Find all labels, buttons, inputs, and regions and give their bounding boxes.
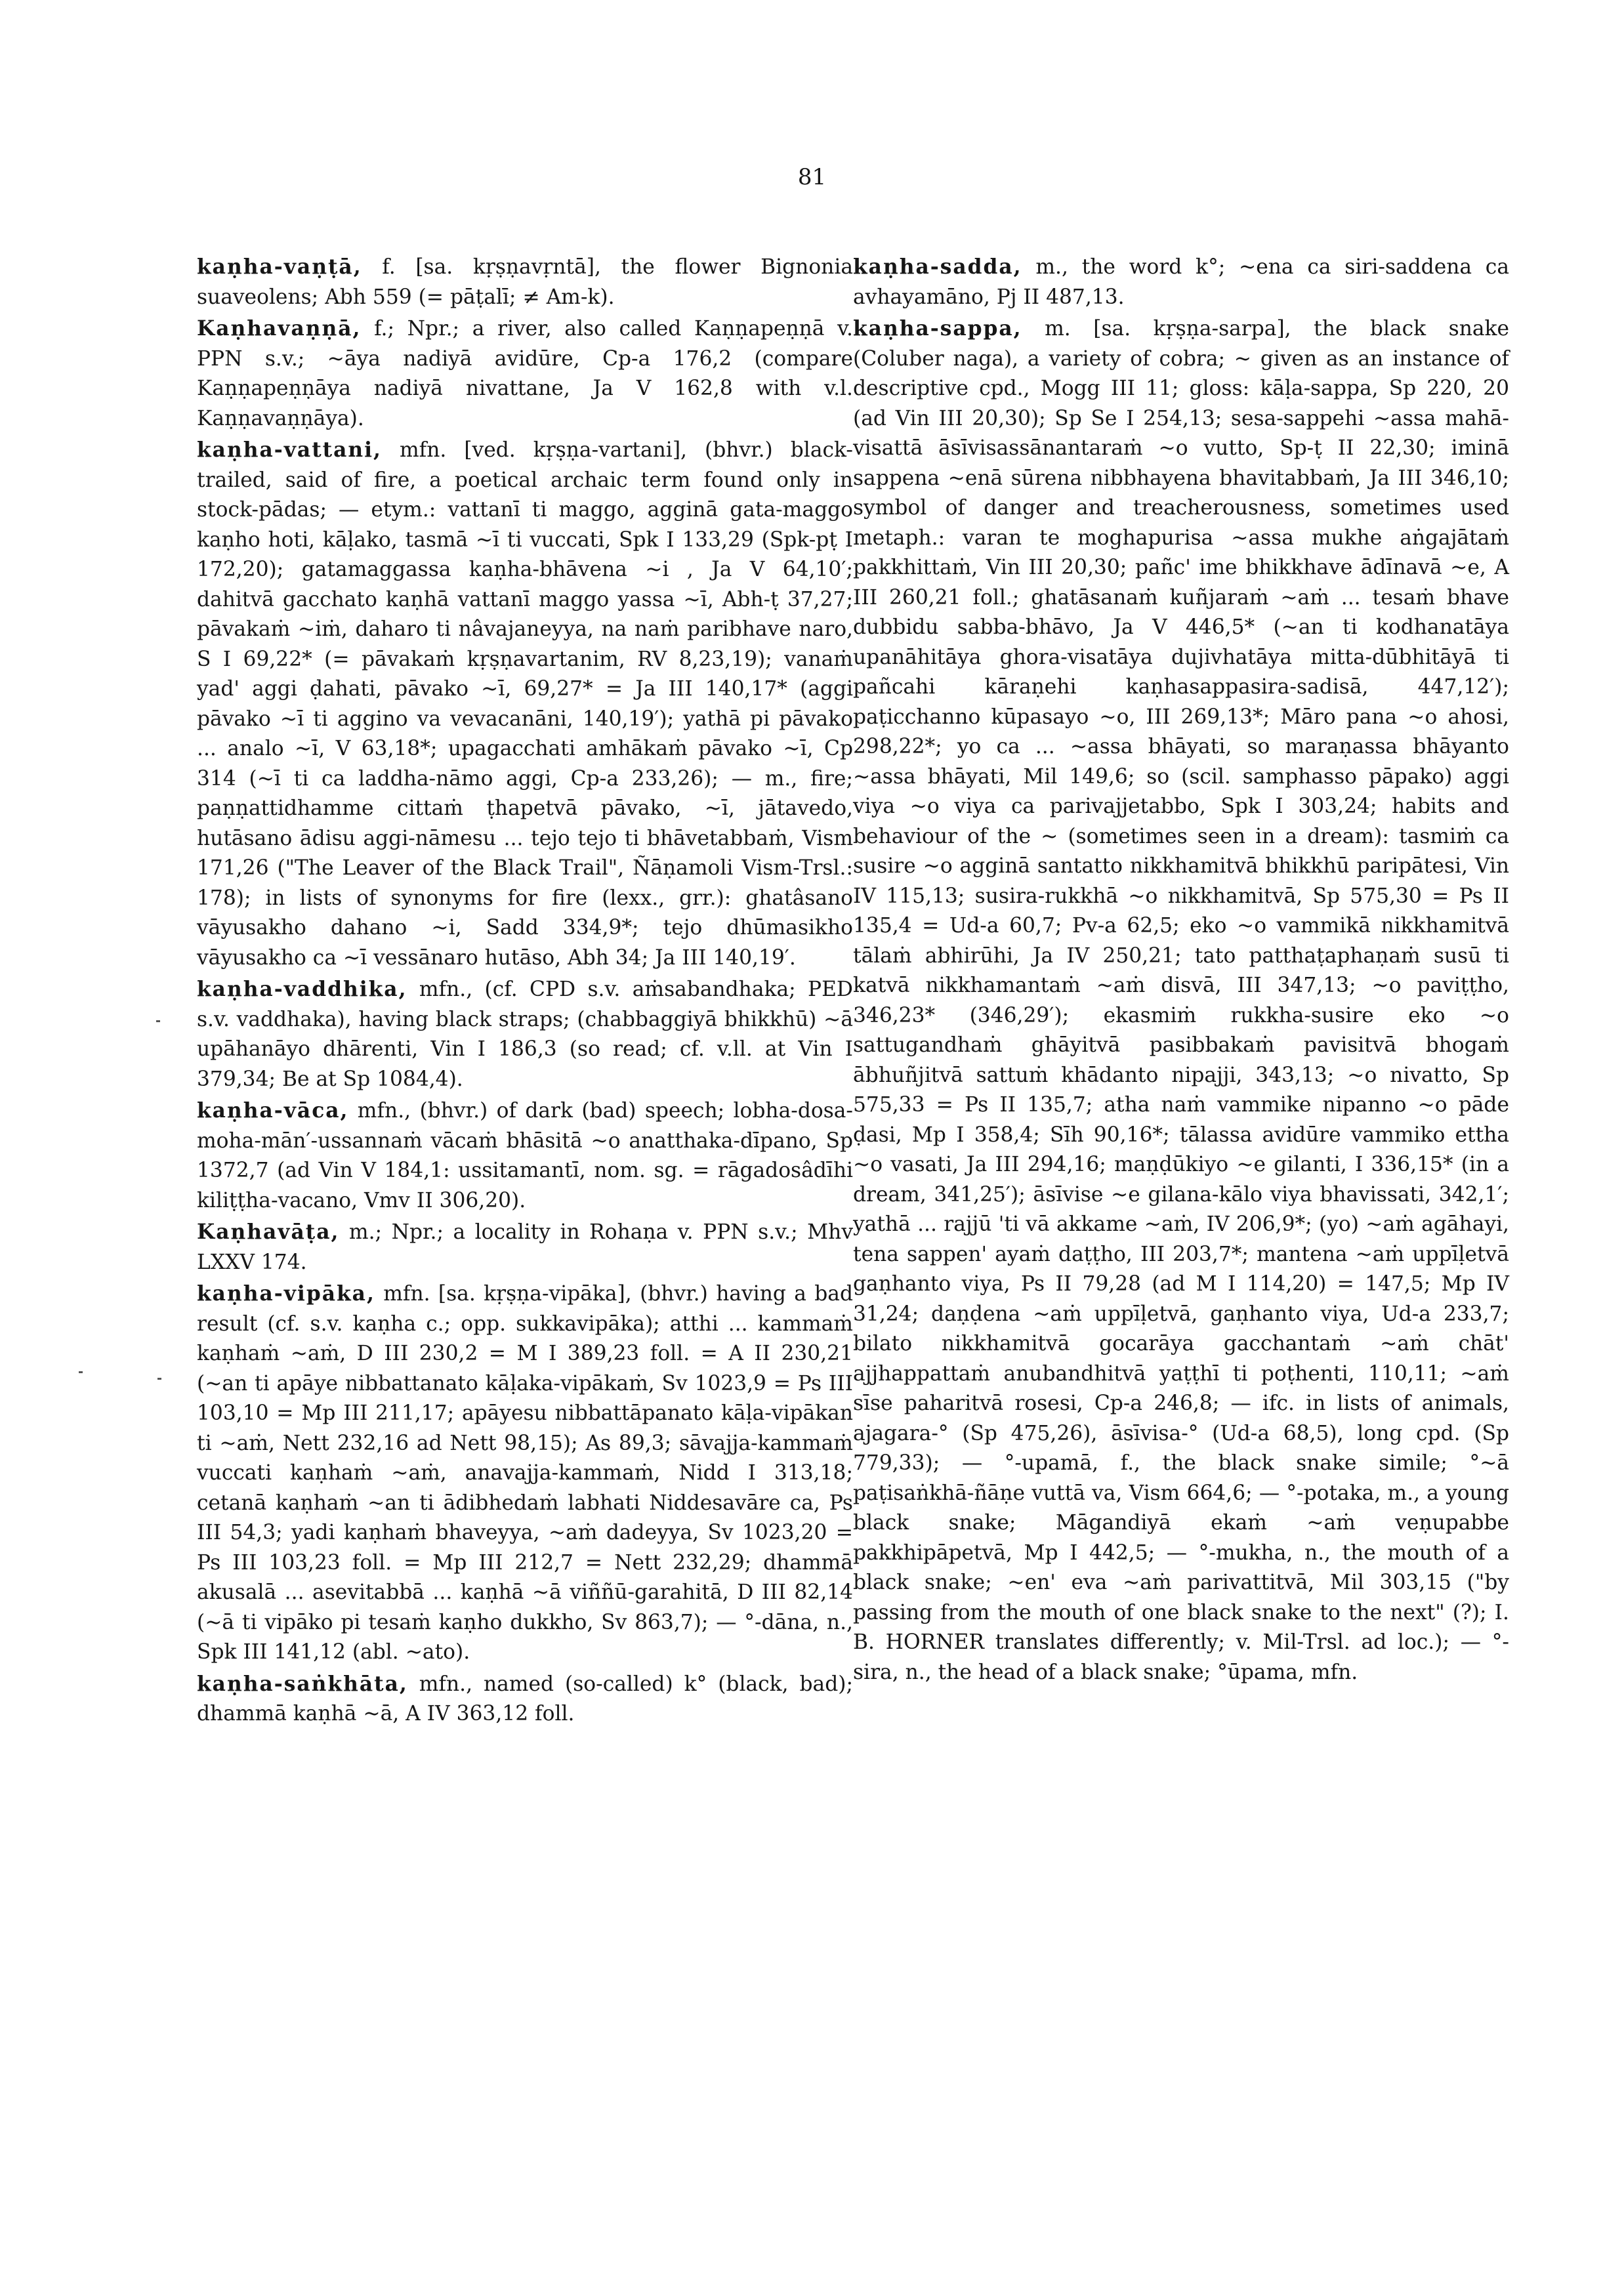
entry-kanha-sappa <box>853 314 1509 1687</box>
right-column <box>853 253 1509 1689</box>
entry-kanha-vaca <box>197 1096 853 1216</box>
headword: Kaṇhavāṭa, <box>197 1220 340 1244</box>
entry-body: mfn. [ved. kṛṣṇa-vartani], (bhvr.) black-trailed, said of fire, a poetical archaic term found only in stock-pādas; — etym.: vattanī ti maggo, agginā gata-maggo kaṇho hoti, kāḷako, tasmā ~ī ti vuccati, Spk I 133,29 (Spk-pṭ I 172,20); gatamaggassa kaṇha-bhāvena ~i , Ja V 64,10′; dahitvā gacchato kaṇhā vattanī maggo yassa ~ī, Abh-ṭ 37,27; pāvakaṁ ~iṁ, daharo ti nâvajaneyya, na naṁ paribhave naro, S I 69,22* (= pāvakaṁ kṛṣṇavartanim, RV 8,23,19); vanaṁ yad' aggi ḍahati, pāvako ~ī, 69,27* = Ja III 140,17* (aggi pāvako ~ī ti aggino va vevacanāni, 140,19′); yathā pi pāvako ... analo ~ī, V 63,18*; upagacchati amhākaṁ pāvako ~ī, Cp 314 (~ī ti ca laddha-nāmo aggi, Cp-a 233,26); — m., fire; paṇṇattidhamme cittaṁ ṭhapetvā pāvako, ~ī, jātavedo, hutāsano ādisu aggi-nāmesu ... tejo tejo ti bhāvetabbaṁ, Vism 171,26 ("The Leaver of the Black Trail", Ñāṇamoli Vism-Trsl.: 178); in lists of synonyms for fire (lexx., grr.): ghatâsano vāyusakho dahano ~i, Sadd 334,9*; tejo dhūmasikho vāyusakho ca ~ī vessānaro hutāso, Abh 34; Ja III 140,19′. <box>197 438 853 970</box>
headword: kaṇha-vāca, <box>197 1099 349 1123</box>
scan-speck <box>157 1378 161 1380</box>
entry-kanha-sankhata <box>197 1670 853 1729</box>
entry-kanha-vattani <box>197 436 853 973</box>
entry-kanha-vanta <box>197 253 853 312</box>
entry-kanha-sadda <box>853 253 1509 312</box>
entry-body: m., the word k°; ~ena ca siri-saddena ca avhayamāno, Pj II 487,13. <box>853 255 1509 309</box>
headword: kaṇha-vaṇṭā, <box>197 255 362 279</box>
headword: Kaṇhavaṇṇā, <box>197 317 362 341</box>
scan-speck <box>156 1020 160 1022</box>
entry-body: mfn. [sa. kṛṣṇa-vipāka], (bhvr.) having a bad result (cf. s.v. kaṇha c.; opp. sukkavipāka); atthi ... kammaṁ kaṇhaṁ ~aṁ, D III 230,2 = M I 389,23 foll. = A II 230,21 (~an ti apāye nibbattanato kāḷaka-vipākaṁ, Sv 1023,9 = Ps III 103,10 = Mp III 211,17; apāyesu nibbattāpanato kāḷa-vipākan ti ~aṁ, Nett 232,16 ad Nett 98,15); As 89,3; sāvajja-kammaṁ vuccati kaṇhaṁ ~aṁ, anavajja-kammaṁ, Nidd I 313,18; cetanā kaṇhaṁ ~an ti ādibhedaṁ labhati Niddesavāre ca, Ps III 54,3; yadi kaṇhaṁ bhaveyya, ~aṁ dadeyya, Sv 1023,20 = Ps III 103,23 foll. = Mp III 212,7 = Nett 232,29; dhammā akusalā ... asevitabbā ... kaṇhā ~ā viññū-garahitā, D III 82,14 (~ā ti vipāko pi tesaṁ kaṇho dukkho, Sv 863,7); — °-dāna, n., Spk III 141,12 (abl. ~ato). <box>197 1282 853 1664</box>
entry-body: mfn., (bhvr.) of dark (bad) speech; lobha-dosa-moha-mān′-ussannaṁ vācaṁ bhāsitā ~o anatthaka-dīpano, Sp 1372,7 (ad Vin V 184,1: ussitamantī, nom. sg. = rāgadosâdīhi kiliṭṭha-vacano, Vmv II 306,20). <box>197 1099 853 1212</box>
headword: kaṇha-sadda, <box>853 255 1022 279</box>
headword: kaṇha-vipāka, <box>197 1282 375 1306</box>
entry-body: m. [sa. kṛṣṇa-sarpa], the black snake (Coluber naga), a variety of cobra; ~ given as an instance of descriptive cpd., Mogg III 11; gloss: kāḷa-sappa, Sp 220, 20 (ad Vin III 20,30); Sp Se I 254,13; sesa-sappehi ~assa mahā-visattā āsīvisassānantaraṁ ~o vutto, Sp-ṭ II 22,30; iminā sappena ~enā sūrena nibbhayena bhavitabbaṁ, Ja III 346,10; symbol of danger and treacherousness, sometimes used metaph.: varan te moghapurisa ~assa mukhe aṅgajātaṁ pakkhittaṁ, Vin III 20,30; pañc' ime bhikkhave ādīnavā ~e, A III 260,21 foll.; ghatāsanaṁ kuñjaraṁ ~aṁ ... tesaṁ bhave dubbidu sabba-bhāvo, Ja V 446,5* (~an ti kodhanatāya upanāhitāya ghora-visatāya dujivhatāya mitta-dūbhitāyā ti pañcahi kāraṇehi kaṇhasappasira-sadisā, 447,12′); paṭicchanno kūpasayo ~o, III 269,13*; Māro pana ~o ahosi, 298,22*; yo ca ... ~assa bhāyati, so maraṇassa bhāyanto ~assa bhāyati, Mil 149,6; so (scil. samphasso pāpako) aggi viya ~o viya ca parivajjetabbo, Spk I 303,24; habits and behaviour of the ~ (sometimes seen in a dream): tasmiṁ ca susire ~o agginā santatto nikkhamitvā bhikkhū paripātesi, Vin IV 115,13; susira-rukkhā ~o nikkhamitvā, Sp 575,30 = Ps II 135,4 = Ud-a 60,7; Pv-a 62,5; eko ~o vammikā nikkhamitvā tālaṁ abhirūhi, Ja IV 250,21; tato patthaṭaphaṇaṁ susū ti katvā nikkhamantaṁ ~aṁ disvā, III 347,13; ~o paviṭṭho, 346,23* (346,29′); ekasmiṁ rukkha-susire eko ~o sattugandhaṁ ghāyitvā pasibbakaṁ pavisitvā bhogaṁ ābhuñjitvā sattuṁ khādanto nipajji, 343,13; ~o nivatto, Sp 575,33 = Ps II 135,7; atha naṁ vammike nipanno ~o pāde ḍasi, Mp I 358,4; Sīh 90,16*; tālassa avidūre vammiko ettha ~o vasati, Ja III 294,16; maṇḍūkiyo ~e gilanti, I 336,15* (in a dream, 341,25′); āsīvise ~e gilana-kālo viya bhavissati, 342,1′; yathā ... rajjū 'ti vā akkame ~aṁ, IV 206,9*; (yo) ~aṁ agāhayi, tena sappen' ayaṁ daṭṭho, III 203,7*; mantena ~aṁ uppīḷetvā gaṇhanto viya, Ps II 79,28 (ad M I 114,20) = 147,5; Mp IV 31,24; daṇḍena ~aṁ uppīḷetvā, gaṇhanto viya, Ud-a 233,7; bilato nikkhamitvā gocarāya gacchantaṁ ~aṁ chāt' ajjhappattaṁ anubandhitvā yaṭṭhī ti poṭhenti, 110,11; ~aṁ sīse paharitvā rosesi, Cp-a 246,8; — ifc. in lists of animals, ajagara-° (Sp 475,26), āsīvisa-° (Ud-a 68,5), long cpd. (Sp 779,33); — °-upamā, f., the black snake simile; °~ā paṭisaṅkhā-ñāṇe vuttā va, Vism 664,6; — °-potaka, m., a young black snake; Māgandiyā ekaṁ ~aṁ veṇupabbe pakkhipāpetvā, Mp I 442,5; — °-mukha, n., the mouth of a black snake; ~en' eva ~aṁ parivattitvā, Mil 303,15 ("by passing from the mouth of one black snake to the next" (?); I. B. HORNER translates differently; v. Mil-Trsl. ad loc.); — °-sira, n., the head of a black snake; °ūpama, mfn. <box>853 317 1509 1684</box>
scan-speck <box>79 1371 83 1373</box>
headword: kaṇha-vaddhika, <box>197 978 407 1001</box>
entry-kanhavata <box>197 1218 853 1277</box>
entry-body: f.; Npr.; a river, also called Kaṇṇapeṇṇā v. PPN s.v.; ~āya nadiyā avidūre, Cp-a 176,2 (compare Kaṇṇapeṇṇāya nadiyā nivattane, Ja V 162,8 with v.l. Kaṇṇavaṇṇāya). <box>197 317 853 430</box>
page-number: 81 <box>797 164 827 190</box>
headword: kaṇha-sappa, <box>853 317 1022 341</box>
entry-body: mfn., named (so-called) k° (black, bad); dhammā kaṇhā ~ā, A IV 363,12 foll. <box>197 1672 853 1726</box>
entry-body: f. [sa. kṛṣṇavṛntā], the flower Bignonia suaveolens; Abh 559 (= pāṭalī; ≠ Am-k). <box>197 255 853 309</box>
entry-kanhavanna <box>197 314 853 434</box>
entry-kanha-vipaka <box>197 1279 853 1668</box>
left-column <box>197 253 853 1731</box>
headword: kaṇha-vattani, <box>197 438 382 462</box>
headword: kaṇha-saṅkhāta, <box>197 1672 408 1696</box>
entry-body: m.; Npr.; a locality in Rohaṇa v. PPN s.v.; Mhv LXXV 174. <box>197 1220 853 1274</box>
entry-body: mfn., (cf. CPD s.v. aṁsabandhaka; PED s.v. vaddhaka), having black straps; (chabbaggiyā bhikkhū) ~ā upāhanāyo dhārenti, Vin I 186,3 (so read; cf. v.ll. at Vin I 379,34; Be at Sp 1084,4). <box>197 978 854 1091</box>
entry-kanha-vaddhika <box>197 975 853 1094</box>
